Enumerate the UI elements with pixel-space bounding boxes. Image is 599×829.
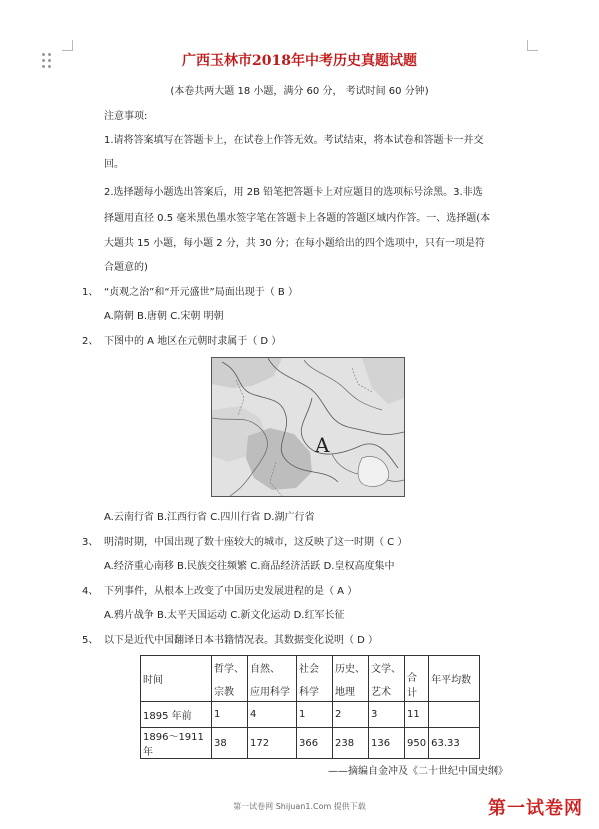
- table-cell: 1895 年前: [141, 702, 212, 728]
- table-cell: 366: [297, 728, 333, 759]
- document-subtitle: (本卷共两大题 18 小题，满分 60 分， 考试时间 60 分钟): [170, 86, 429, 97]
- question-stem: 明清时期，中国出现了数十座较大的城市，这反映了这一时期（ C ）: [104, 537, 408, 548]
- question-number: 1、: [82, 287, 99, 298]
- document-title: 广西玉林市2018年中考历史真题试题: [182, 53, 417, 69]
- table-header-cell: 历史、 地理: [333, 656, 369, 702]
- question-number: 3、: [82, 537, 99, 548]
- question-options: A.云南行省 B.江西行省 C.四川行省 D.湖广行省: [104, 512, 315, 523]
- question-number: 4、: [82, 586, 99, 597]
- notes-line: 择题用直径 0.5 毫米黑色墨水签字笔在答题卡上各题的答题区域内作答。一、选择题(本: [104, 213, 491, 224]
- table-row: [141, 728, 480, 759]
- table-header-cell: 文学、 艺术: [369, 656, 405, 702]
- notes-line: 合题意的): [104, 262, 148, 273]
- question-stem: 下图中的 A 地区在元朝时隶属于（ D ）: [104, 336, 282, 347]
- translation-data-table: [140, 655, 480, 759]
- question-options: A.隋朝 B.唐朝 C.宋朝 明朝: [104, 311, 224, 322]
- table-cell: 136: [369, 728, 405, 759]
- table-header-row: [141, 656, 480, 702]
- notes-line: 大题共 15 小题，每小题 2 分，共 30 分；在每小题给出的四个选项中，只有一项是符: [104, 238, 485, 249]
- table-header-cell: 哲学、 宗教: [212, 656, 248, 702]
- page-footer: 第一试卷网 Shijuan1.Com 提供下载: [233, 802, 366, 811]
- question-options: A.经济重心南移 B.民族交往频繁 C.商品经济活跃 D.皇权高度集中: [104, 561, 395, 572]
- table-header-cell: 时间: [141, 656, 212, 702]
- site-logo: 第一试卷网: [488, 798, 583, 819]
- table-header-cell: 自然、 应用科学: [248, 656, 297, 702]
- table-cell: 63.33: [429, 728, 480, 759]
- notes-line: 回。: [104, 159, 124, 170]
- notes-line: 2.选择题每小题选出答案后，用 2B 铅笔把答题卡上对应题目的选项标号涂黑。3.非选: [104, 187, 483, 198]
- table-cell: 172: [248, 728, 297, 759]
- table-cell: 1: [297, 702, 333, 728]
- table-cell: [429, 702, 480, 728]
- table-header-cell: 社会 科学: [297, 656, 333, 702]
- table-cell: 238: [333, 728, 369, 759]
- table-row: [141, 702, 480, 728]
- table-cell: 950: [405, 728, 429, 759]
- question-stem: “贞观之治”和“开元盛世”局面出现于（ B ）: [104, 287, 298, 298]
- notes-heading: 注意事项:: [104, 111, 148, 122]
- question-stem: 以下是近代中国翻译日本书籍情况表。其数据变化说明（ D ）: [104, 635, 379, 646]
- table-cell: 4: [248, 702, 297, 728]
- question-number: 5、: [82, 635, 99, 646]
- map-label-a: A: [315, 433, 330, 457]
- question-options: A.鸦片战争 B.太平天国运动 C.新文化运动 D.红军长征: [104, 610, 345, 621]
- map-image: [211, 357, 405, 497]
- table-header-cell: 年平均数: [429, 656, 480, 702]
- question-number: 2、: [82, 336, 99, 347]
- question-stem: 下列事件，从根本上改变了中国历史发展进程的是（ A ）: [104, 586, 358, 597]
- source-citation: ——摘编自金冲及《二十世纪中国史纲》: [328, 766, 508, 777]
- table-header-cell: 合计: [405, 656, 429, 702]
- table-cell: 38: [212, 728, 248, 759]
- table-cell: 11: [405, 702, 429, 728]
- table-cell: 1: [212, 702, 248, 728]
- table-cell: 3: [369, 702, 405, 728]
- table-cell: 2: [333, 702, 369, 728]
- notes-line: 1.请将答案填写在答题卡上，在试卷上作答无效。考试结束，将本试卷和答题卡一并交: [104, 135, 484, 146]
- table-cell: 1896～1911 年: [141, 728, 212, 759]
